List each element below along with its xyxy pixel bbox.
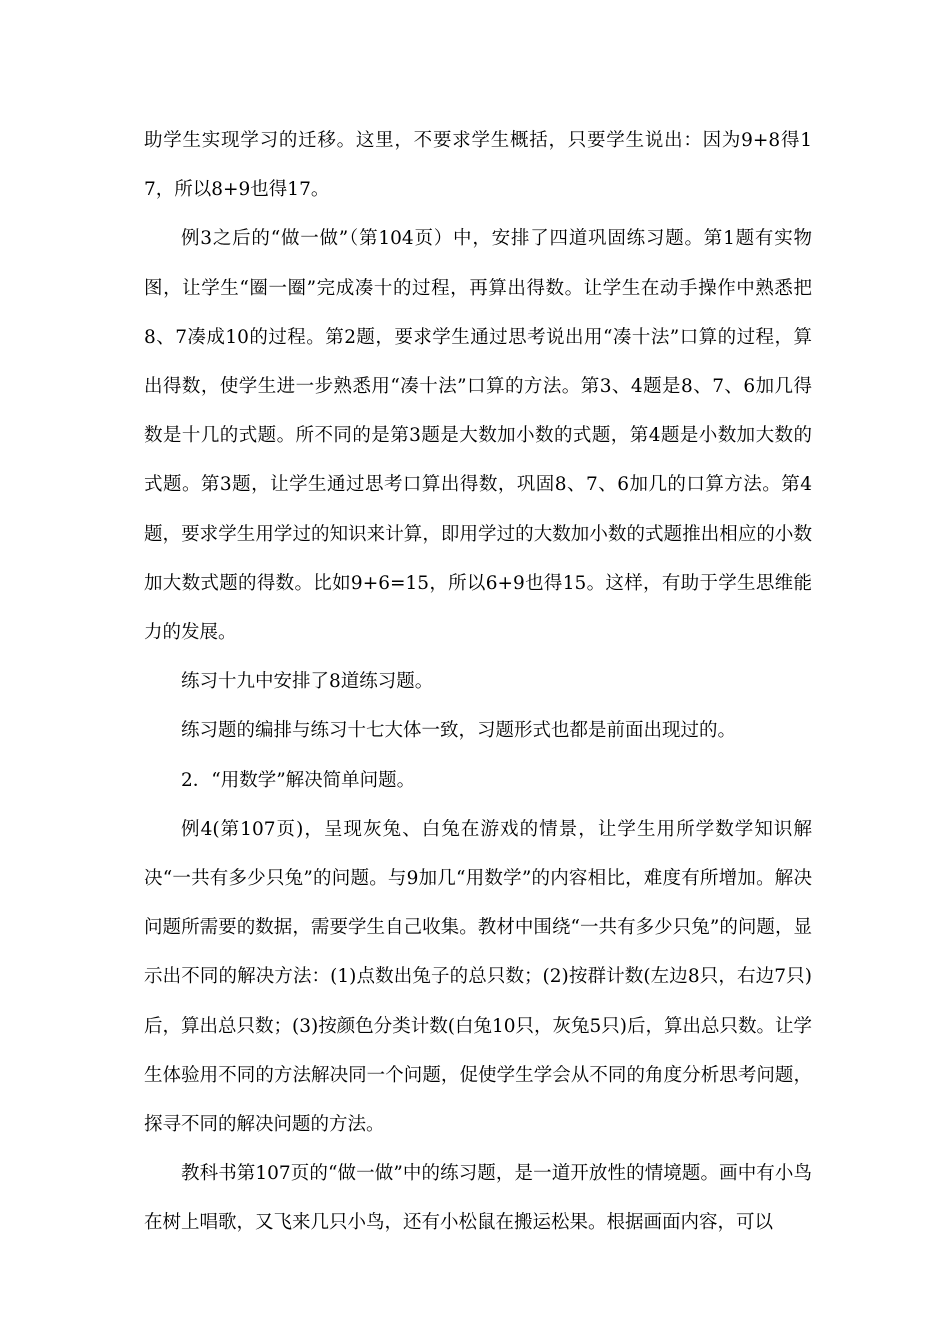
document-body <box>144 116 812 1248</box>
paragraph-6: 教科书第107页的“做一做”中的练习题，是一道开放性的情境题。画中有小鸟在树上唱歌，又飞来几只小鸟，还有小松鼠在搬运松果。根据画面内容，可以 <box>144 1163 812 1234</box>
paragraph-5: 例4(第107页)，呈现灰兔、白兔在游戏的情景，让学生用所学数学知识解决“一共有多少只兔”的问题。与9加几“用数学”的内容相比，难度有所增加。解决问题所需要的数据，需要学生自己收集。教材中围绕“一共有多少只兔”的问题，显示出不同的解决方法：(1)点数出兔子的总只数；(2)按群计数(左边8只，右边7只)后，算出总只数；(3)按颜色分类计数(白兔10只，灰兔5只)后，算出总只数。让学生体验用不同的方法解决同一个问题，促使学生学会从不同的角度分析思考问题，探寻不同的解决问题的方法。 <box>144 818 812 1136</box>
paragraph-4: 练习题的编排与练习十七大体一致，习题形式也都是前面出现过的。 <box>181 720 737 742</box>
section-heading: 2．“用数学”解决简单问题。 <box>181 769 416 791</box>
paragraph-2: 例3之后的“做一做”（第104页）中，安排了四道巩固练习题。第1题有实物图，让学生“圈一圈”完成凑十的过程，再算出得数。让学生在动手操作中熟悉把8、7凑成10的过程。第2题，要求学生通过思考说出用“凑十法”口算的过程，算出得数，使学生进一步熟悉用“凑十法”口算的方法。第3、4题是8、7、6加几得数是十几的式题。所不同的是第3题是大数加小数的式题，第4题是小数加大数的式题。第3题，让学生通过思考口算出得数，巩固8、7、6加几的口算方法。第4题，要求学生用学过的知识来计算，即用学过的大数加小数的式题推出相应的小数加大数式题的得数。比如9+6=15，所以6+9也得15。这样，有助于学生思维能力的发展。 <box>144 228 812 644</box>
paragraph-3: 练习十九中安排了8道练习题。 <box>181 671 434 693</box>
paragraph-1: 助学生实现学习的迁移。这里，不要求学生概括，只要学生说出：因为9+8得17，所以8+9也得17。 <box>144 130 812 201</box>
